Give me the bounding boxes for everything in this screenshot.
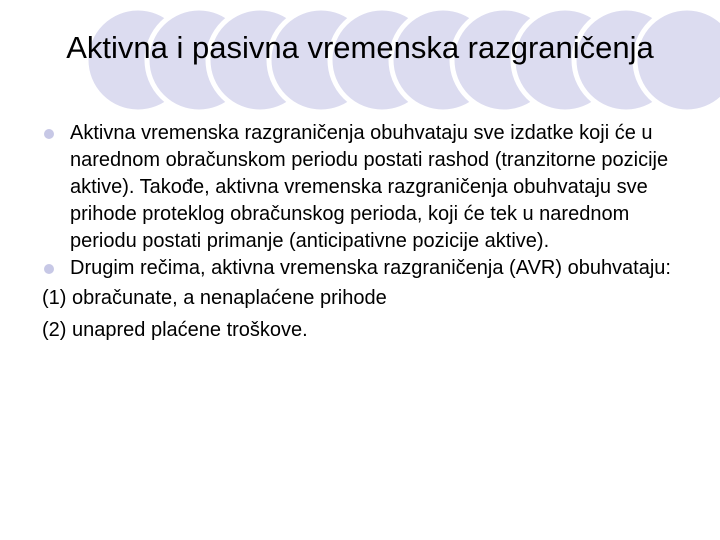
circle-bullet-icon [44,264,54,274]
slide-body [38,120,688,346]
bullet-item [38,255,688,282]
bullet-text: Drugim rečima, aktivna vremenska razgraničenja (AVR) obuhvataju: [70,257,671,279]
circle-bullet-icon [44,129,54,139]
bullet-item [38,120,688,255]
list-line: (2) unapred plaćene troškove. [42,319,308,341]
slide-title: Aktivna i pasivna vremenska razgraničenja [66,30,654,65]
bullet-text: Aktivna vremenska razgraničenja obuhvataju sve izdatke koji će u narednom obračunskom periodu postati rashod (tranzitorne pozicije aktive). Takođe, aktivna vremenska razgraničenja obuhvataju sve prihode proteklog obračunskog perioda, koji će tek u narednom periodu postati primanje (anticipativne pozicije aktive). [70,122,669,252]
list-line: (1) obračunate, a nenaplaćene prihode [42,287,387,309]
